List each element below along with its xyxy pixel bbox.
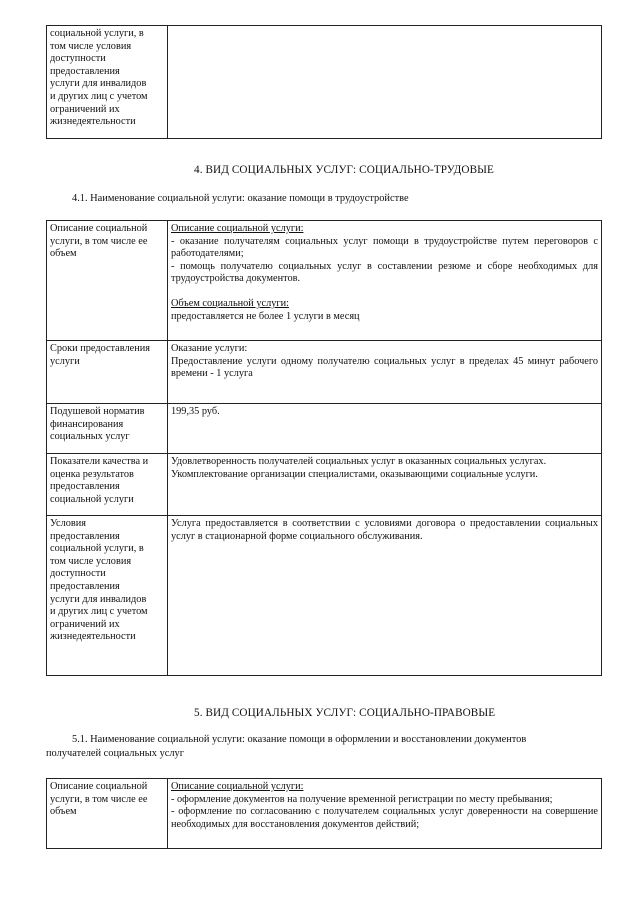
section-5-item-title bbox=[46, 733, 602, 761]
row-label: Описание социальной услуги, в том числе ее объем bbox=[47, 779, 168, 849]
label-line: социальной услуги, в bbox=[50, 543, 144, 555]
label-line: доступности bbox=[50, 568, 106, 580]
label-line: ограничений их bbox=[50, 618, 120, 630]
description-title: Описание социальной услуги: bbox=[171, 223, 304, 234]
table-row bbox=[47, 779, 602, 849]
row-content: Услуга предоставляется в соответствии с условиями договора о предоставлении социальных услуг в стационарной форме социального обслуживания. bbox=[168, 516, 602, 676]
label-line: том числе условия bbox=[50, 40, 132, 52]
table-row bbox=[47, 516, 602, 676]
row-content bbox=[168, 341, 602, 404]
section-4-heading: 4. ВИД СОЦИАЛЬНЫХ УСЛУГ: СОЦИАЛЬНО-ТРУДОВЫЕ bbox=[194, 164, 494, 176]
section-5-heading: 5. ВИД СОЦИАЛЬНЫХ УСЛУГ: СОЦИАЛЬНО-ПРАВОВЫЕ bbox=[194, 707, 496, 719]
label-line: доступности bbox=[50, 53, 106, 65]
table-row bbox=[47, 221, 602, 341]
quality-indicator: Укомплектование организации специалистами, оказывающими социальные услуги. bbox=[171, 468, 538, 480]
table-row bbox=[47, 454, 602, 516]
label-line: ограничений их bbox=[50, 103, 120, 115]
row-content bbox=[168, 221, 602, 341]
row-label bbox=[47, 26, 168, 139]
label-line: и других лиц с учетом bbox=[50, 606, 148, 618]
item-title-line: 5.1. Наименование социальной услуги: оказание помощи в оформлении и восстановлении документов bbox=[72, 734, 527, 745]
row-label: Подушевой норматив финансирования социальных услуг bbox=[47, 404, 168, 454]
top-continuation-table bbox=[46, 25, 602, 139]
label-line: том числе условия bbox=[50, 555, 132, 567]
item-title-line: получателей социальных услуг bbox=[46, 748, 185, 759]
description-item: - помощь получателю социальных услуг в составлении резюме и сборе необходимых для трудоустройства документов. bbox=[171, 260, 598, 285]
section-5-table bbox=[46, 778, 602, 849]
row-content bbox=[168, 779, 602, 849]
description-title: Описание социальной услуги: bbox=[171, 781, 304, 792]
terms-title: Оказание услуги: bbox=[171, 343, 248, 354]
section-4-item-title: 4.1. Наименование социальной услуги: оказание помощи в трудоустройстве bbox=[72, 193, 409, 204]
quality-indicator: Удовлетворенность получателей социальных услуг в оказанных социальных услугах. bbox=[171, 456, 547, 467]
label-line: социальной услуги, в bbox=[50, 28, 144, 39]
row-label: Сроки предоставления услуги bbox=[47, 341, 168, 404]
label-line: жизнедеятельности bbox=[50, 116, 136, 128]
description-item: - оформление документов на получение временной регистрации по месту пребывания; bbox=[171, 793, 553, 805]
label-line: жизнедеятельности bbox=[50, 631, 136, 643]
label-line: предоставления bbox=[50, 65, 120, 77]
label-line: Условия bbox=[50, 518, 87, 529]
label-line: предоставления bbox=[50, 530, 120, 542]
table-row bbox=[47, 404, 602, 454]
volume-title: Объем социальной услуги: bbox=[171, 297, 289, 309]
description-item: - оказание получателям социальных услуг помощи в трудоустройстве путем переговоров с работодателями; bbox=[171, 235, 598, 260]
description-item: - оформление по согласованию с получателем социальных услуг доверенности на совершение необходимых для восстановления документов действий; bbox=[171, 806, 598, 830]
label-line: предоставления bbox=[50, 580, 120, 592]
label-line: услуги для инвалидов bbox=[50, 593, 147, 605]
row-content bbox=[168, 26, 602, 139]
table-row bbox=[47, 26, 602, 139]
label-line: и других лиц с учетом bbox=[50, 90, 148, 102]
label-line: услуги для инвалидов bbox=[50, 78, 147, 90]
terms-text: Предоставление услуги одному получателю социальных услуг в пределах 45 минут рабочего времени - 1 услуга bbox=[171, 355, 598, 380]
row-label: Описание социальной услуги, в том числе ее объем bbox=[47, 221, 168, 341]
volume-text: предоставляется не более 1 услуги в месяц bbox=[171, 310, 360, 322]
row-label: Показатели качества и оценка результатов предоставления социальной услуги bbox=[47, 454, 168, 516]
row-content: 199,35 руб. bbox=[168, 404, 602, 454]
row-label bbox=[47, 516, 168, 676]
row-content bbox=[168, 454, 602, 516]
section-4-table bbox=[46, 220, 602, 676]
table-row bbox=[47, 341, 602, 404]
